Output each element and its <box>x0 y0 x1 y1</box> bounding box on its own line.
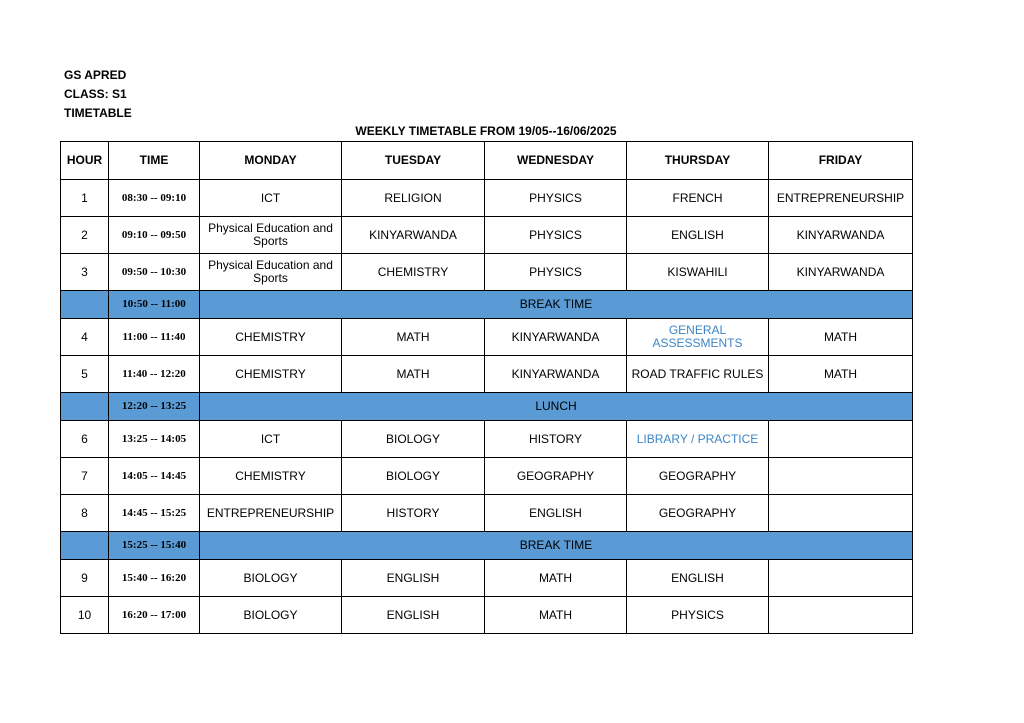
break-label: BREAK TIME <box>200 291 913 319</box>
subject-cell-friday <box>769 421 913 458</box>
subject-cell-wednesday: MATH <box>485 560 627 597</box>
hour-cell: 7 <box>61 458 109 495</box>
table-row <box>61 356 913 393</box>
subject-cell-thursday: PHYSICS <box>627 597 769 634</box>
hour-cell <box>61 532 109 560</box>
hour-cell <box>61 393 109 421</box>
col-header-wednesday: WEDNESDAY <box>485 142 627 180</box>
school-name: GS APRED <box>64 68 127 82</box>
subject-cell-tuesday: BIOLOGY <box>342 421 485 458</box>
subject-cell-wednesday: MATH <box>485 597 627 634</box>
header-row <box>61 142 913 180</box>
subject-cell-monday: CHEMISTRY <box>200 458 342 495</box>
table-row <box>61 319 913 356</box>
doc-type-label: TIMETABLE <box>64 106 132 120</box>
subject-cell-tuesday: ENGLISH <box>342 597 485 634</box>
col-header-time: TIME <box>109 142 200 180</box>
time-cell: 15:40 -- 16:20 <box>109 560 200 597</box>
time-cell: 14:05 -- 14:45 <box>109 458 200 495</box>
time-cell: 09:10 -- 09:50 <box>109 217 200 254</box>
table-row <box>61 597 913 634</box>
subject-cell-thursday: GEOGRAPHY <box>627 458 769 495</box>
timetable-body <box>61 180 913 634</box>
subject-cell-friday: MATH <box>769 319 913 356</box>
timetable-title: WEEKLY TIMETABLE FROM 19/05--16/06/2025 <box>355 124 617 138</box>
subject-cell-friday: ENTREPRENEURSHIP <box>769 180 913 217</box>
subject-cell-wednesday: HISTORY <box>485 421 627 458</box>
time-cell: 15:25 -- 15:40 <box>109 532 200 560</box>
hour-cell: 8 <box>61 495 109 532</box>
subject-cell-friday <box>769 458 913 495</box>
subject-cell-monday: Physical Education and Sports <box>200 217 342 254</box>
hour-cell: 9 <box>61 560 109 597</box>
time-cell: 16:20 -- 17:00 <box>109 597 200 634</box>
subject-cell-wednesday: GEOGRAPHY <box>485 458 627 495</box>
subject-cell-tuesday: HISTORY <box>342 495 485 532</box>
break-row <box>61 393 913 421</box>
time-cell: 11:00 -- 11:40 <box>109 319 200 356</box>
time-cell: 11:40 -- 12:20 <box>109 356 200 393</box>
subject-cell-thursday: LIBRARY / PRACTICE <box>627 421 769 458</box>
subject-cell-tuesday: MATH <box>342 356 485 393</box>
subject-cell-thursday: ENGLISH <box>627 560 769 597</box>
table-row <box>61 495 913 532</box>
timetable <box>60 141 913 634</box>
time-cell: 12:20 -- 13:25 <box>109 393 200 421</box>
subject-cell-monday: Physical Education and Sports <box>200 254 342 291</box>
subject-cell-wednesday: KINYARWANDA <box>485 356 627 393</box>
hour-cell: 6 <box>61 421 109 458</box>
table-row <box>61 254 913 291</box>
subject-cell-wednesday: KINYARWANDA <box>485 319 627 356</box>
table-row <box>61 560 913 597</box>
col-header-hour: HOUR <box>61 142 109 180</box>
break-label: BREAK TIME <box>200 532 913 560</box>
subject-cell-thursday: GEOGRAPHY <box>627 495 769 532</box>
col-header-thursday: THURSDAY <box>627 142 769 180</box>
col-header-monday: MONDAY <box>200 142 342 180</box>
subject-cell-tuesday: KINYARWANDA <box>342 217 485 254</box>
class-label: CLASS: S1 <box>64 87 127 101</box>
subject-cell-friday: KINYARWANDA <box>769 217 913 254</box>
break-row <box>61 532 913 560</box>
subject-cell-monday: ICT <box>200 180 342 217</box>
subject-cell-friday <box>769 495 913 532</box>
subject-cell-tuesday: RELIGION <box>342 180 485 217</box>
subject-cell-tuesday: BIOLOGY <box>342 458 485 495</box>
subject-cell-thursday: FRENCH <box>627 180 769 217</box>
table-row <box>61 421 913 458</box>
time-cell: 08:30 -- 09:10 <box>109 180 200 217</box>
subject-cell-monday: BIOLOGY <box>200 560 342 597</box>
subject-cell-monday: CHEMISTRY <box>200 319 342 356</box>
subject-cell-thursday: ENGLISH <box>627 217 769 254</box>
subject-cell-thursday: GENERAL ASSESSMENTS <box>627 319 769 356</box>
col-header-friday: FRIDAY <box>769 142 913 180</box>
subject-cell-thursday: KISWAHILI <box>627 254 769 291</box>
hour-cell: 2 <box>61 217 109 254</box>
subject-cell-monday: CHEMISTRY <box>200 356 342 393</box>
subject-cell-monday: BIOLOGY <box>200 597 342 634</box>
subject-cell-monday: ICT <box>200 421 342 458</box>
subject-cell-tuesday: MATH <box>342 319 485 356</box>
time-cell: 13:25 -- 14:05 <box>109 421 200 458</box>
subject-cell-wednesday: PHYSICS <box>485 254 627 291</box>
break-label: LUNCH <box>200 393 913 421</box>
hour-cell: 10 <box>61 597 109 634</box>
subject-cell-friday <box>769 560 913 597</box>
hour-cell: 5 <box>61 356 109 393</box>
hour-cell <box>61 291 109 319</box>
hour-cell: 3 <box>61 254 109 291</box>
document-header <box>64 66 132 123</box>
table-row <box>61 217 913 254</box>
subject-cell-wednesday: PHYSICS <box>485 217 627 254</box>
subject-cell-wednesday: ENGLISH <box>485 495 627 532</box>
subject-cell-friday: MATH <box>769 356 913 393</box>
time-cell: 10:50 -- 11:00 <box>109 291 200 319</box>
time-cell: 14:45 -- 15:25 <box>109 495 200 532</box>
time-cell: 09:50 -- 10:30 <box>109 254 200 291</box>
col-header-tuesday: TUESDAY <box>342 142 485 180</box>
table-row <box>61 180 913 217</box>
subject-cell-friday <box>769 597 913 634</box>
subject-cell-friday: KINYARWANDA <box>769 254 913 291</box>
subject-cell-monday: ENTREPRENEURSHIP <box>200 495 342 532</box>
subject-cell-wednesday: PHYSICS <box>485 180 627 217</box>
hour-cell: 4 <box>61 319 109 356</box>
hour-cell: 1 <box>61 180 109 217</box>
subject-cell-thursday: ROAD TRAFFIC RULES <box>627 356 769 393</box>
table-row <box>61 458 913 495</box>
break-row <box>61 291 913 319</box>
subject-cell-tuesday: ENGLISH <box>342 560 485 597</box>
subject-cell-tuesday: CHEMISTRY <box>342 254 485 291</box>
